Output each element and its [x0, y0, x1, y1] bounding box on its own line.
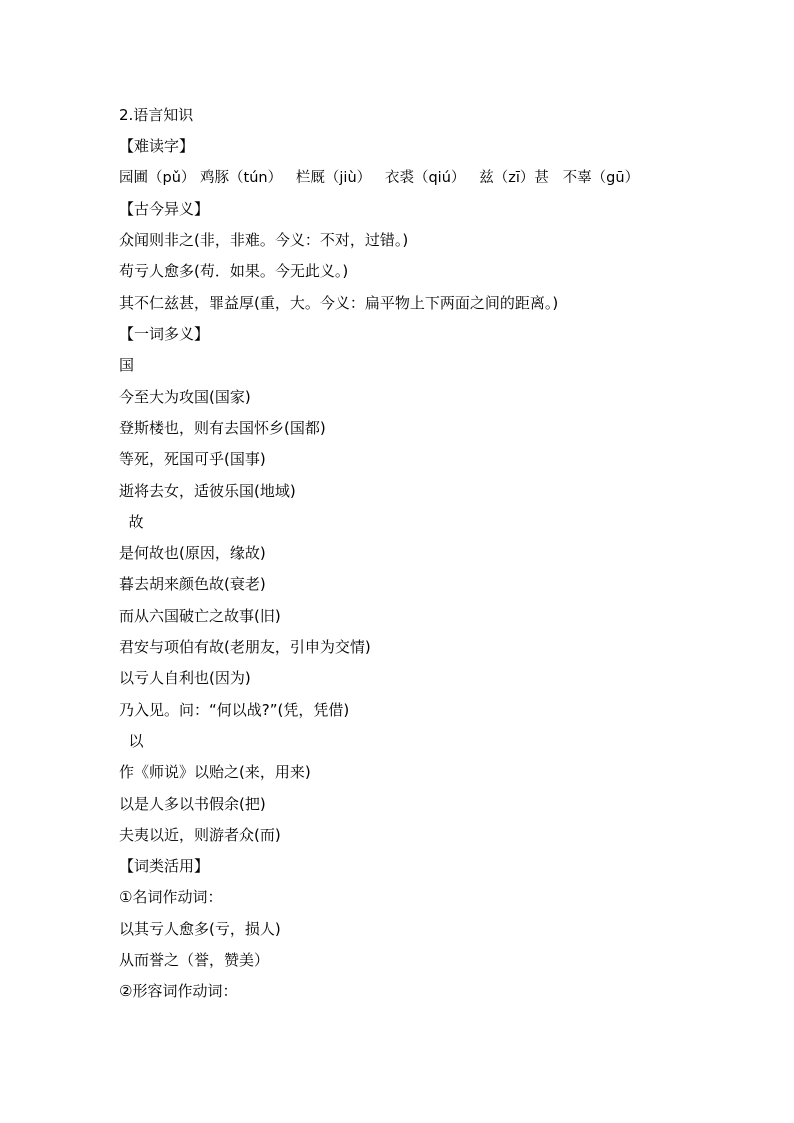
text-line: 以是人多以书假余(把) [119, 794, 266, 813]
text-line: 而从六国破亡之故事(旧) [119, 606, 281, 625]
text-line: 以其亏人愈多(亏，损人) [119, 919, 281, 938]
text-line: 从而誉之（誉，赞美） [119, 951, 270, 970]
text-line: 夫夷以近，则游者众(而) [119, 825, 281, 844]
text-line: 作《师说》以贻之(来，用来) [119, 763, 311, 782]
text-line: 暮去胡来颜色故(衰老) [119, 575, 266, 594]
text-line: 苟亏人愈多(苟．如果。今无此义。) [119, 262, 349, 281]
text-line: 逝将去女，适彼乐国(地域) [119, 481, 296, 500]
term-guo: 国 [119, 356, 135, 375]
document-body [119, 100, 719, 1008]
item-adjective-as-verb: ②形容词作动词： [119, 982, 238, 1001]
section-heading: 2.语言知识 [119, 106, 194, 124]
text-line: 乃入见。问：“何以战?”(凭，凭借) [119, 700, 350, 719]
text-line: 君安与项伯有故(老朋友，引申为交情) [119, 638, 371, 657]
item-noun-as-verb: ①名词作动词： [119, 888, 223, 907]
pinyin-line: 园圃（pǔ） 鸡豚（tún） 栏厩（jiù） 衣裘（qiú） 兹（zī）甚 不辜（gū） [119, 169, 640, 186]
text-line: 今至大为攻国(国家) [119, 387, 251, 406]
subheading-ancient-modern-meanings: 【古今异义】 [119, 199, 210, 218]
text-line: 其不仁兹甚，罪益厚(重，大。今义：扁平物上下两面之间的距离。) [119, 293, 559, 312]
text-line: 登斯楼也，则有去国怀乡(国都) [119, 418, 326, 437]
term-yi: 以 [119, 731, 144, 750]
text-line: 等死，死国可乎(国事) [119, 450, 266, 469]
subheading-difficult-characters: 【难读字】 [119, 137, 195, 156]
subheading-part-of-speech-shift: 【词类活用】 [119, 857, 210, 876]
subheading-polysemy: 【一词多义】 [119, 325, 210, 344]
text-line: 以亏人自利也(因为) [119, 669, 251, 688]
term-gu: 故 [119, 512, 144, 531]
text-line: 是何故也(原因，缘故) [119, 544, 266, 563]
text-line: 众闻则非之(非，非难。今义：不对，过错。) [119, 231, 409, 250]
